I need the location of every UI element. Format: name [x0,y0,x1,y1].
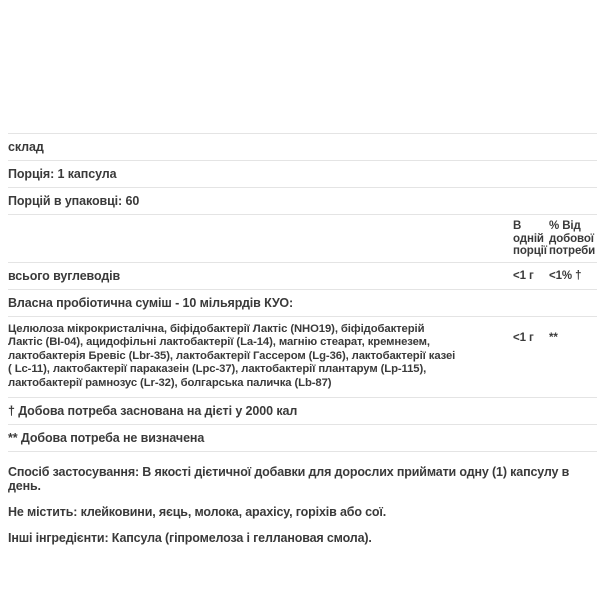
serving-size-text: Порція: 1 капсула [8,167,117,181]
daily-value-column-header: % Від добової потреби [549,220,596,257]
composition-heading-row [8,133,597,160]
blend-ingredients-row [8,316,597,398]
serving-size-row [8,160,597,187]
product-details-section [8,465,597,545]
probiotic-blend-label: Власна пробіотична суміш - 10 мільярдів КУО: [8,295,294,310]
total-carbohydrates-label: всього вуглеводів [8,268,121,283]
servings-per-container-row [8,187,597,214]
total-carbohydrates-dv: <1% † [549,269,582,282]
directions-text: Спосіб застосування: В якості дієтичної добавки для дорослих приймати одну (1) капсулу в день. [8,465,570,493]
footnote-dv-not-established-row [8,424,597,452]
other-ingredients-text: Інші інгредієнти: Капсула (гіпромелоза і геллановая смола). [8,531,372,545]
blend-ingredients-amount: <1 г [513,331,534,344]
probiotic-blend-row [8,289,597,316]
servings-per-container-text: Порцій в упаковці: 60 [8,194,140,208]
supplement-facts-table [8,133,597,452]
composition-heading: склад [8,140,44,154]
blend-ingredients-dv: ** [549,331,558,344]
total-carbohydrates-amount: <1 г [513,269,534,282]
footnote-dv-not-established-text: ** Добова потреба не визначена [8,431,205,445]
blend-ingredients-label: Целюлоза мікрокристалічна, біфідобактерії Лактіс (NHO19), біфідобактерій Лактіс (BI-04), ацидофільні лактобактерії (La-14), магнію стеарат, кремнезем, лактобактерія Бревіс (Lbr-35), лактобактерії Гассером (Lg-36), лактобактерії казеі ( Lc-11), лактобактерії параказеін (Lpc-37), лактобактерії плантарум (Lp-115), лактобактерії рамнозус (Lr-32), болгарська паличка (Lb-87) [8,322,456,389]
column-headers-row [8,214,597,262]
total-carbohydrates-row [8,262,597,289]
free-of-text: Не містить: клейковини, яєць, молока, арахісу, горіхів або сої. [8,505,387,519]
footnote-daily-diet-row [8,397,597,424]
amount-per-serving-column-header: В одній порції [513,220,547,257]
footnote-daily-diet-text: † Добова потреба заснована на дієті у 2000 кал [8,404,298,418]
